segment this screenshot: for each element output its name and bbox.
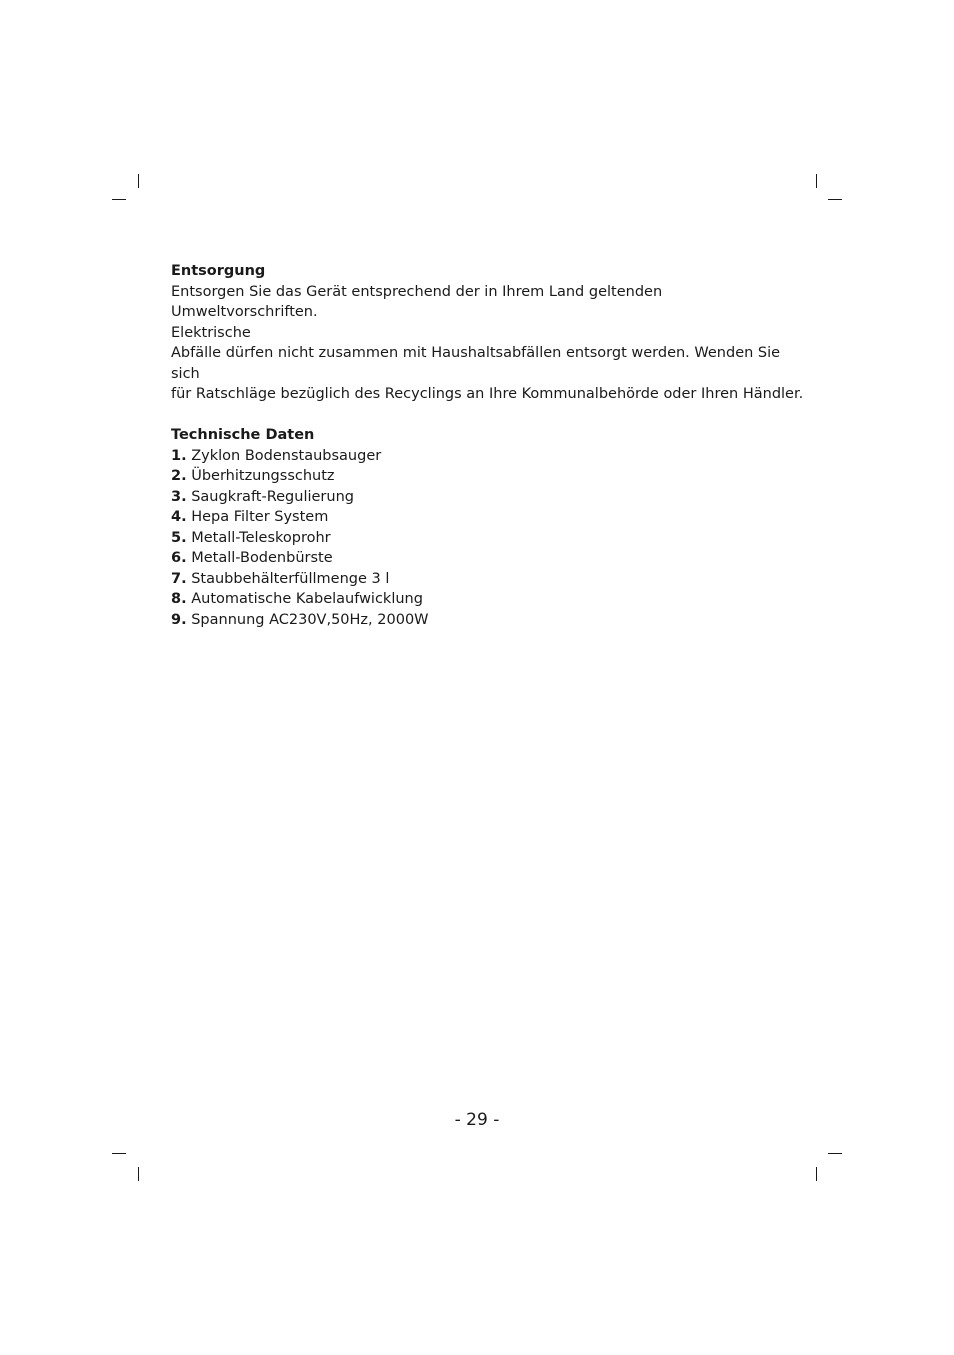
crop-mark-top-right-vertical — [816, 174, 817, 188]
disposal-section — [171, 261, 811, 405]
disposal-heading: Entsorgung — [171, 263, 266, 279]
spec-text: Saugkraft-Regulierung — [191, 488, 354, 505]
disposal-line: Entsorgen Sie das Gerät entsprechend der in Ihrem Land geltenden Umweltvorschriften. — [171, 283, 663, 320]
spec-item — [171, 569, 811, 590]
disposal-line: Elektrische — [171, 324, 251, 341]
spec-text: Hepa Filter System — [191, 509, 329, 525]
spec-item — [171, 548, 811, 569]
spec-number: 9. — [171, 611, 187, 628]
spec-item — [171, 610, 811, 631]
spec-number: 2. — [171, 468, 187, 484]
spec-text: Automatische Kabelaufwicklung — [191, 591, 423, 607]
spec-item — [171, 507, 811, 528]
crop-mark-bottom-right-horizontal — [828, 1153, 842, 1154]
spec-number: 1. — [171, 447, 187, 464]
spec-item — [171, 466, 811, 487]
crop-mark-bottom-left-vertical — [138, 1167, 139, 1181]
spec-text: Metall-Bodenbürste — [191, 550, 333, 566]
disposal-line: für Ratschläge bezüglich des Recyclings an Ihre Kommunalbehörde oder Ihren Händler. — [171, 386, 804, 402]
section-spacer — [171, 405, 811, 426]
crop-mark-bottom-left-horizontal — [112, 1153, 126, 1154]
spec-item — [171, 528, 811, 549]
spec-text: Metall-Teleskoprohr — [191, 529, 331, 546]
specs-heading: Technische Daten — [171, 427, 315, 443]
crop-mark-top-left-horizontal — [112, 199, 126, 200]
crop-mark-bottom-right-vertical — [816, 1167, 817, 1181]
spec-text: Spannung AC230V,50Hz, 2000W — [191, 611, 429, 628]
page-number: - 29 - — [454, 1110, 500, 1130]
crop-mark-top-left-vertical — [138, 174, 139, 188]
crop-mark-top-right-horizontal — [828, 199, 842, 200]
spec-number: 5. — [171, 529, 187, 546]
spec-number: 3. — [171, 488, 187, 505]
spec-number: 7. — [171, 570, 187, 587]
spec-item — [171, 487, 811, 508]
specs-section — [171, 425, 811, 630]
spec-number: 6. — [171, 550, 187, 566]
spec-item — [171, 446, 811, 467]
page-content — [171, 261, 811, 630]
specs-list — [171, 446, 811, 631]
spec-number: 8. — [171, 591, 187, 607]
spec-text: Staubbehälterfüllmenge 3 l — [191, 570, 390, 587]
spec-number: 4. — [171, 509, 187, 525]
spec-item — [171, 589, 811, 610]
spec-text: Zyklon Bodenstaubsauger — [191, 447, 382, 464]
disposal-line: Abfälle dürfen nicht zusammen mit Haushaltsabfällen entsorgt werden. Wenden Sie sich — [171, 345, 781, 382]
spec-text: Überhitzungsschutz — [191, 468, 335, 484]
